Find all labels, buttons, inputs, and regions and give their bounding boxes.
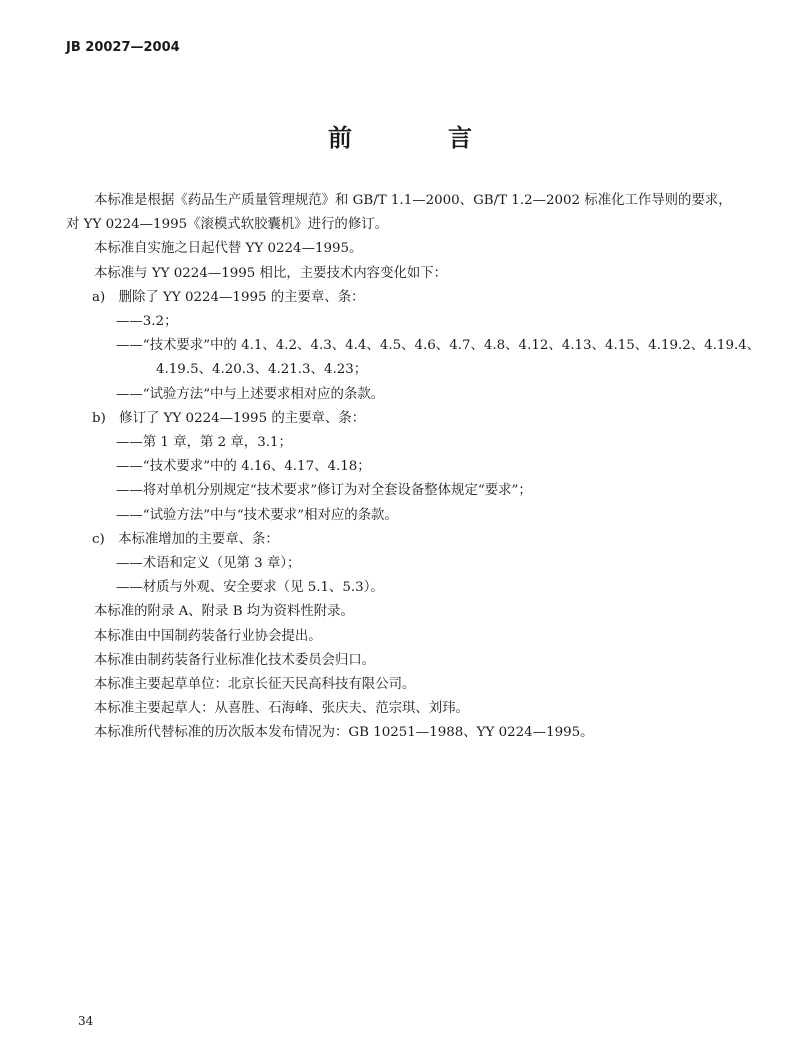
list-subitem: ——“试验方法”中与“技术要求”相对应的条款。	[116, 507, 398, 523]
page-number: 34	[78, 1014, 94, 1028]
list-subitem: ——第 1 章，第 2 章，3.1；	[116, 435, 292, 451]
list-item-a: a) 删除了 YY 0224—1995 的主要章、条：	[92, 289, 365, 305]
list-subitem: ——将对单机分别规定“技术要求”修订为对全套设备整体规定“要求”；	[116, 483, 532, 499]
list-subitem: ——“试验方法”中与上述要求相对应的条款。	[116, 386, 385, 402]
paragraph-basis: 本标准是根据《药品生产质量管理规范》和 GB/T 1.1—2000、GB/T 1.2—2002 标准化工作导则的要求，对 YY 0224—1995《滚模式软胶囊机》进行的修订。	[66, 193, 732, 233]
standard-number: JB 20027—2004	[66, 40, 180, 55]
paragraph-proposer: 本标准由中国制药装备行业协会提出。	[94, 628, 322, 644]
paragraph-changes-intro: 本标准与 YY 0224—1995 相比，主要技术内容变化如下：	[94, 265, 448, 281]
list-subitem: ——3.2；	[116, 314, 178, 330]
page-title: 前 言	[328, 124, 508, 152]
paragraph-committee: 本标准由制药装备行业标准化技术委员会归口。	[94, 652, 376, 668]
paragraph-appendix: 本标准的附录 A、附录 B 均为资料性附录。	[94, 604, 354, 620]
paragraph-drafters: 本标准主要起草人：从喜胜、石海峰、张庆夫、范宗琪、刘玮。	[94, 701, 469, 717]
list-subitem: ——“技术要求”中的 4.1、4.2、4.3、4.4、4.5、4.6、4.7、4.8、4.12、4.13、4.15、4.19.2、4.19.4、	[116, 338, 761, 354]
paragraph-drafting-unit: 本标准主要起草单位：北京长征天民高科技有限公司。	[94, 677, 416, 693]
list-item-c: c) 本标准增加的主要章、条：	[92, 531, 279, 547]
list-subitem: ——术语和定义（见第 3 章）；	[116, 556, 301, 572]
paragraph-history: 本标准所代替标准的历次版本发布情况为：GB 10251—1988、YY 0224—1995。	[94, 725, 594, 741]
list-subitem: ——材质与外观、安全要求（见 5.1、5.3）。	[116, 580, 384, 596]
document-body	[66, 189, 761, 746]
paragraph-replacement: 本标准自实施之日起代替 YY 0224—1995。	[94, 241, 363, 257]
list-item-b: b) 修订了 YY 0224—1995 的主要章、条：	[92, 410, 366, 426]
list-subitem: ——“技术要求”中的 4.16、4.17、4.18；	[116, 459, 371, 475]
list-subitem-continuation: 4.19.5、4.20.3、4.21.3、4.23；	[156, 362, 368, 378]
